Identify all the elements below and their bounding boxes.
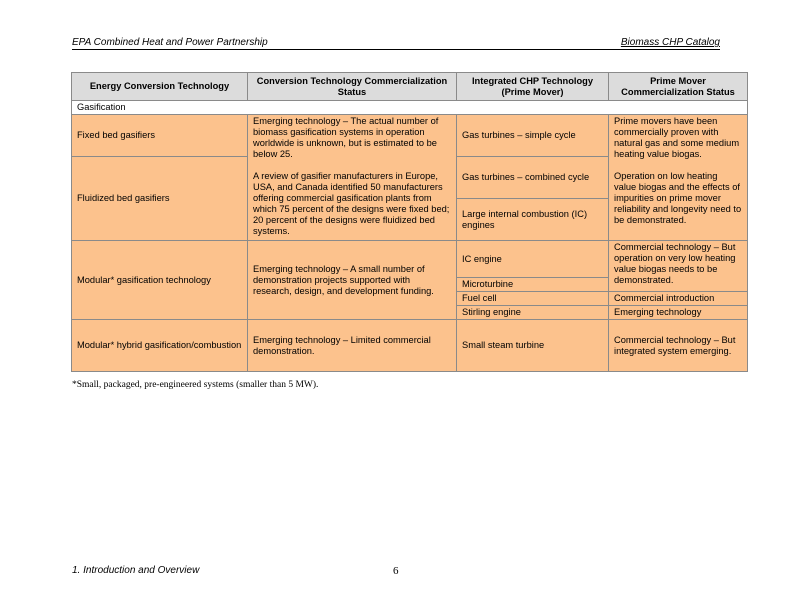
table-row — [72, 320, 748, 372]
section-gasification: Gasification — [72, 101, 748, 115]
row-hybrid: Modular* hybrid gasification/combustion — [72, 320, 248, 372]
page-number: 6 — [393, 565, 399, 577]
pm-microturbine: Microturbine — [457, 278, 609, 292]
status-modular: Emerging technology – A small number of demonstration projects supported with research, design, and development funding. — [248, 241, 457, 320]
pm-status-gt-p2: Operation on low heating value biogas and the effects of impurities on prime mover reliability and longevity need to be demonstrated. — [614, 171, 742, 225]
pm-status-ic-micro: Commercial technology – But operation on very low heating value biogas needs to be demonstrated. — [609, 241, 748, 292]
col-header-conversion-status: Conversion Technology Commercialization Status — [248, 73, 457, 101]
table-row — [72, 115, 748, 157]
status-hybrid: Emerging technology – Limited commercial demonstration. — [248, 320, 457, 372]
pm-steam-turbine: Small steam turbine — [457, 320, 609, 372]
pm-status-stirling: Emerging technology — [609, 306, 748, 320]
header-left: EPA Combined Heat and Power Partnership — [72, 37, 268, 48]
pm-ic-engine: IC engine — [457, 241, 609, 278]
table-header-row — [72, 73, 748, 101]
chp-technology-table — [71, 72, 748, 372]
col-header-chp-technology: Integrated CHP Technology (Prime Mover) — [457, 73, 609, 101]
pm-large-ic: Large internal combustion (IC) engines — [457, 199, 609, 241]
col-header-prime-mover-status: Prime Mover Commercialization Status — [609, 73, 748, 101]
pm-status-fuel-cell: Commercial introduction — [609, 292, 748, 306]
footer-section-title: 1. Introduction and Overview — [72, 565, 200, 576]
row-modular: Modular* gasification technology — [72, 241, 248, 320]
section-row — [72, 101, 748, 115]
pm-stirling: Stirling engine — [457, 306, 609, 320]
pm-status-steam: Commercial technology – But integrated system emerging. — [609, 320, 748, 372]
row-fixed-bed: Fixed bed gasifiers — [72, 115, 248, 157]
col-header-energy: Energy Conversion Technology — [72, 73, 248, 101]
status-fixed-fluidized-p1: Emerging technology – The actual number of biomass gasification systems in operation worldwide is unknown, but is estimated to be below 25. — [253, 116, 439, 159]
header-right: Biomass CHP Catalog — [620, 37, 720, 48]
status-fixed-fluidized-p2: A review of gasifier manufacturers in Europe, USA, and Canada identified 50 manufacturers offering commercial gasification plants from which 75 percent of the designs were fixed bed; 20 percent of the designs were fluidized bed systems. — [253, 171, 450, 236]
pm-status-gt-p1: Prime movers have been commercially proven with natural gas and some medium heating value biogas. — [614, 116, 740, 159]
pm-status-gt — [609, 115, 748, 241]
pm-gt-simple: Gas turbines – simple cycle — [457, 115, 609, 157]
row-fluidized-bed: Fluidized bed gasifiers — [72, 157, 248, 241]
header-rule — [72, 49, 720, 50]
table-row — [72, 241, 748, 278]
status-fixed-fluidized — [248, 115, 457, 241]
pm-gt-combined: Gas turbines – combined cycle — [457, 157, 609, 199]
pm-fuel-cell: Fuel cell — [457, 292, 609, 306]
table-footnote: *Small, packaged, pre-engineered systems (smaller than 5 MW). — [72, 380, 319, 390]
